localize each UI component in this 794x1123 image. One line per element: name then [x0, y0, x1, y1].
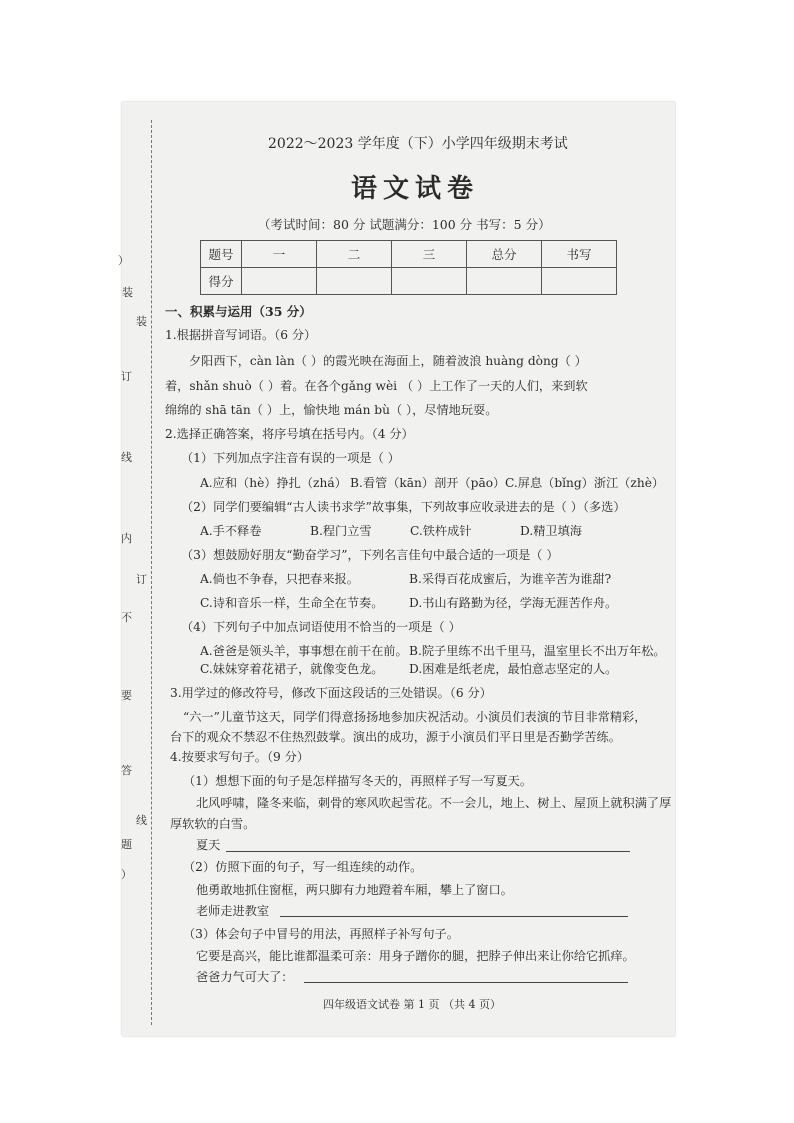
table-cell: 一 [242, 241, 317, 268]
side-label: ） [118, 254, 129, 267]
binding-line [151, 120, 152, 1025]
choice-c: C.屏息（bǐng）浙江（zhè） [505, 476, 665, 490]
side-label: 答 [121, 764, 132, 777]
side-label: 不 [121, 611, 132, 624]
question-line: 北风呼啸，隆冬来临，刺骨的寒风吹起雪花。不一会儿，地上、树上、屋顶上就积满了厚 [196, 796, 672, 810]
answer-prompt: 爸爸力气可大了： [196, 970, 294, 984]
table-cell: 题号 [201, 241, 242, 268]
choice-a: A.应和（hè）挣扎（zhá） [200, 476, 347, 490]
choice-a: A.爸爸是领头羊，事事想在前干在前。 [200, 644, 408, 658]
question-line: （3）体会句子中冒号的用法，再照样子补写句子。 [183, 927, 459, 941]
question-line: （1）下列加点字注音有误的一项是（ ） [181, 451, 400, 465]
question-line: （2）仿照下面的句子，写一组连续的动作。 [183, 860, 423, 874]
question-line: （2）同学们要编辑“古人读书求学”故事集，下列故事应收录进去的是（ ）（多选） [181, 500, 626, 514]
question-line: 他勇敢地抓住窗框，两只脚有力地蹬着车厢，攀上了窗口。 [196, 883, 513, 897]
table-cell: 得分 [201, 268, 242, 295]
choice-a: A.倘也不争春，只把春来报。 [200, 572, 359, 586]
choice-c: C.铁杵成针 [410, 524, 472, 538]
section-heading: 一、积累与运用（35 分） [165, 304, 312, 319]
table-cell: 书写 [542, 241, 617, 268]
choice-b: B.院子里练不出千里马，温室里长不出万年松。 [409, 644, 666, 658]
side-label: 内 [121, 532, 132, 545]
side-label: 装 [136, 315, 147, 328]
table-cell: 三 [392, 241, 467, 268]
answer-prompt: 老师走进教室 [196, 904, 270, 918]
side-label: 订 [121, 370, 132, 383]
answer-line[interactable] [280, 916, 628, 917]
question-line: （3）想鼓励好朋友“勤奋学习”，下列名言佳句中最合适的一项是（ ） [181, 548, 559, 562]
side-label: 装 [122, 286, 133, 299]
score-input-cell[interactable] [242, 268, 317, 295]
choice-b: B.看管（kān）剖开（pāo） [350, 476, 506, 490]
exam-info: （考试时间：80 分 试题满分：100 分 书写：5 分） [258, 217, 551, 232]
side-label: 题 [121, 838, 132, 851]
question-line: 厚软软的白雪。 [170, 817, 256, 831]
score-input-cell[interactable] [317, 268, 392, 295]
score-input-cell[interactable] [542, 268, 617, 295]
score-input-cell[interactable] [392, 268, 467, 295]
side-label: ） [121, 868, 132, 881]
choice-c: C.妹妹穿着花裙子，就像变色龙。 [200, 662, 384, 676]
question-line: 夕阳西下，càn làn（ ）的霞光映在海面上，随着波浪 huàng dòng（ ） [189, 354, 587, 368]
choice-a: A.手不释卷 [200, 524, 262, 538]
exam-subtitle: 2022～2023 学年度（下）小学四年级期末考试 [268, 136, 568, 152]
choice-b: B.采得百花成蜜后，为谁辛苦为谁甜? [409, 572, 612, 586]
score-input-cell[interactable] [467, 268, 542, 295]
answer-prompt: 夏天 [196, 838, 221, 852]
side-label: 线 [136, 814, 147, 827]
choice-c: C.诗和音乐一样，生命全在节奏。 [200, 596, 384, 610]
question-line: 它要是高兴，能比谁都温柔可亲：用身子蹭你的腿，把脖子伸出来让你给它抓痒。 [196, 949, 635, 963]
score-table [200, 240, 617, 295]
choice-d: D.困难是纸老虎，最怕意志坚定的人。 [409, 662, 618, 676]
choice-d: D.精卫填海 [520, 524, 582, 538]
choice-b: B.程门立雪 [310, 524, 372, 538]
question-line: 台下的观众不禁忍不住热烈鼓掌。演出的成功，源于小演员们平日里是否勤学苦练。 [170, 730, 621, 744]
side-label: 订 [136, 573, 147, 586]
question-line: “六一”儿童节这天，同学们得意扬扬地参加庆祝活动。小演员们表演的节目非常精彩， [183, 710, 647, 724]
question-line: （4）下列句子中加点词语使用不恰当的一项是（ ） [181, 620, 461, 634]
question-line: 着，shǎn shuò（ ）着。在各个gǎng wèi （ ）上工作了一天的人们，来到软 [165, 379, 588, 393]
question-title: 3.用学过的修改符号，修改下面这段话的三处错误。（6 分） [170, 686, 492, 700]
question-title: 1.根据拼音写词语。（6 分） [165, 328, 317, 342]
question-title: 4.按要求写句子。（9 分） [170, 750, 310, 764]
answer-line[interactable] [304, 982, 628, 983]
question-title: 2.选择正确答案，将序号填在括号内。（4 分） [165, 427, 414, 441]
page-footer: 四年级语文试卷 第 1 页 （共 4 页） [323, 998, 501, 1011]
question-line: （1）想想下面的句子是怎样描写冬天的，再照样子写一写夏天。 [183, 774, 533, 788]
side-label: 线 [121, 451, 132, 464]
side-label: 要 [121, 689, 132, 702]
table-cell: 总分 [467, 241, 542, 268]
table-cell: 二 [317, 241, 392, 268]
table-row [201, 241, 617, 268]
question-line: 绵绵的 shā tān（ ）上，愉快地 mán bù（ ），尽情地玩耍。 [165, 403, 498, 417]
answer-line[interactable] [226, 851, 630, 852]
table-row [201, 268, 617, 295]
exam-title: 语文试卷 [351, 174, 480, 204]
choice-d: D.书山有路勤为径，学海无涯苦作舟。 [409, 596, 618, 610]
